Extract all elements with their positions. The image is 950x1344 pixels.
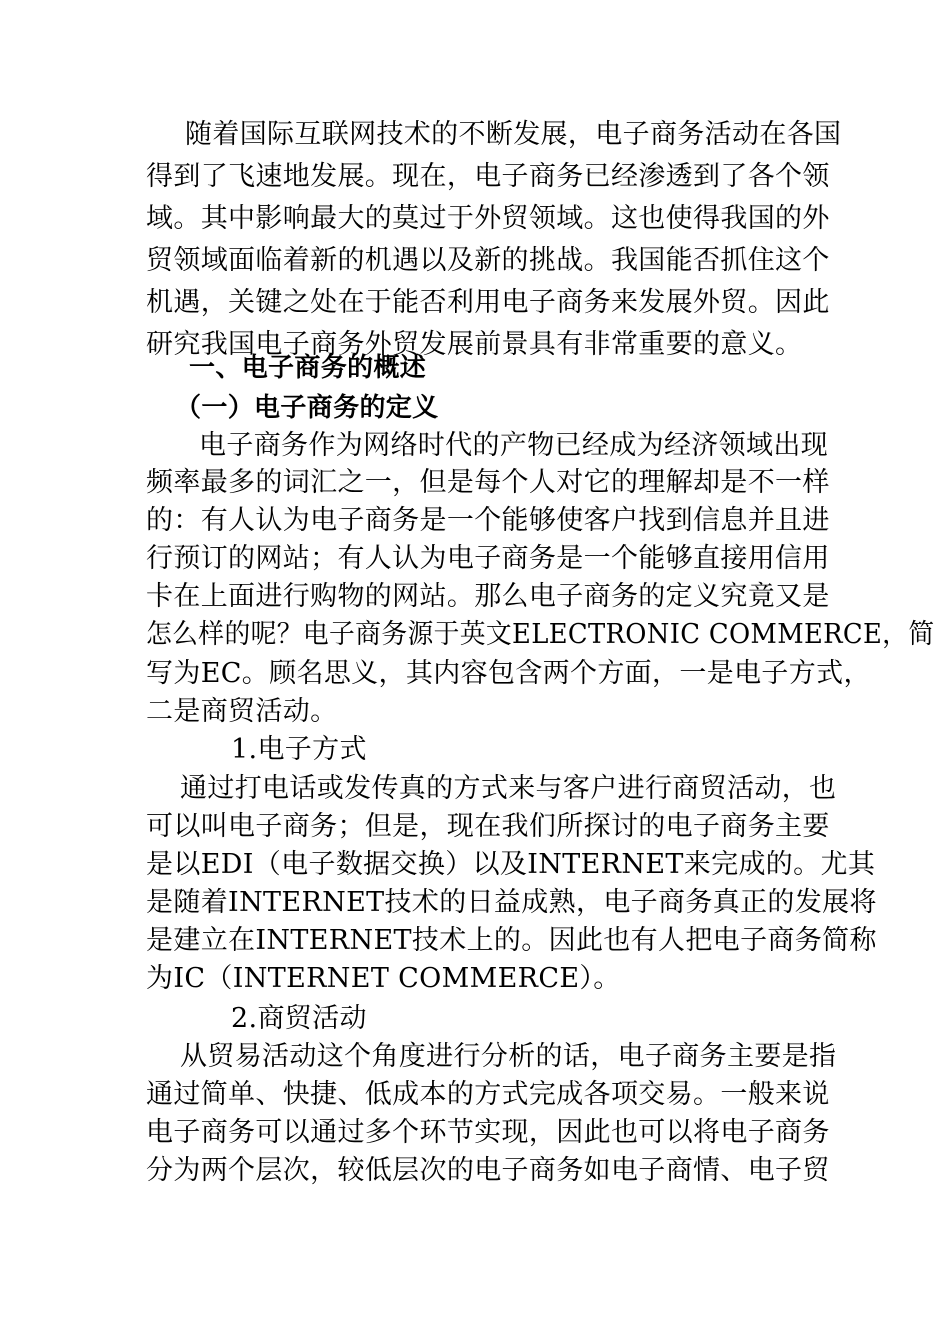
subheading-electronic: 1.电子方式 <box>231 734 367 765</box>
paragraph-electronic-line-1: 通过打电话或发传真的方式来与客户进行商贸活动，也 <box>180 773 837 804</box>
paragraph-trade-line-1: 从贸易活动这个角度进行分析的话，电子商务主要是指 <box>180 1041 837 1072</box>
paragraph-definition-line-6: 怎么样的呢？电子商务源于英文ELECTRONIC COMMERCE，简 <box>146 619 935 650</box>
paragraph-intro-line-1: 随着国际互联网技术的不断发展，电子商务活动在各国 <box>185 119 842 150</box>
paragraph-intro-line-6: 研究我国电子商务外贸发展前景具有非常重要的意义。 <box>146 329 803 360</box>
paragraph-trade-line-4: 分为两个层次，较低层次的电子商务如电子商情、电子贸 <box>146 1155 830 1186</box>
paragraph-trade-line-3: 电子商务可以通过多个环节实现，因此也可以将电子商务 <box>146 1117 830 1148</box>
paragraph-definition-line-7: 写为EC。顾名思义，其内容包含两个方面，一是电子方式， <box>146 658 871 689</box>
paragraph-intro-line-3: 域。其中影响最大的莫过于外贸领域。这也使得我国的外 <box>146 203 830 234</box>
paragraph-electronic-line-6: 为IC（INTERNET COMMERCE）。 <box>146 963 621 994</box>
paragraph-intro-line-2: 得到了飞速地发展。现在，电子商务已经渗透到了各个领 <box>146 161 830 192</box>
subsection-heading: （一）电子商务的定义 <box>175 393 439 423</box>
paragraph-intro-line-5: 机遇，关键之处在于能否利用电子商务来发展外贸。因此 <box>146 287 830 318</box>
paragraph-electronic-line-3: 是以EDI（电子数据交换）以及INTERNET来完成的。尤其 <box>146 849 876 880</box>
paragraph-electronic-line-5: 是建立在INTERNET技术上的。因此也有人把电子商务简称 <box>146 925 877 956</box>
paragraph-definition-line-3: 的：有人认为电子商务是一个能够使客户找到信息并且进 <box>146 505 830 536</box>
paragraph-definition-line-4: 行预订的网站；有人认为电子商务是一个能够直接用信用 <box>146 543 830 574</box>
paragraph-electronic-line-2: 可以叫电子商务；但是，现在我们所探讨的电子商务主要 <box>146 811 830 842</box>
paragraph-definition-line-8: 二是商贸活动。 <box>146 696 338 727</box>
paragraph-electronic-line-4: 是随着INTERNET技术的日益成熟，电子商务真正的发展将 <box>146 887 877 918</box>
subheading-trade: 2.商贸活动 <box>231 1003 367 1034</box>
paragraph-definition-line-5: 卡在上面进行购物的网站。那么电子商务的定义究竟又是 <box>146 581 830 612</box>
paragraph-intro-line-4: 贸领域面临着新的机遇以及新的挑战。我国能否抓住这个 <box>146 245 830 276</box>
paragraph-trade-line-2: 通过简单、快捷、低成本的方式完成各项交易。一般来说 <box>146 1079 830 1110</box>
paragraph-definition-line-2: 频率最多的词汇之一，但是每个人对它的理解却是不一样 <box>146 467 830 498</box>
section-heading: 一、电子商务的概述 <box>189 353 427 383</box>
paragraph-definition-line-1: 电子商务作为网络时代的产物已经成为经济领域出现 <box>199 430 829 461</box>
